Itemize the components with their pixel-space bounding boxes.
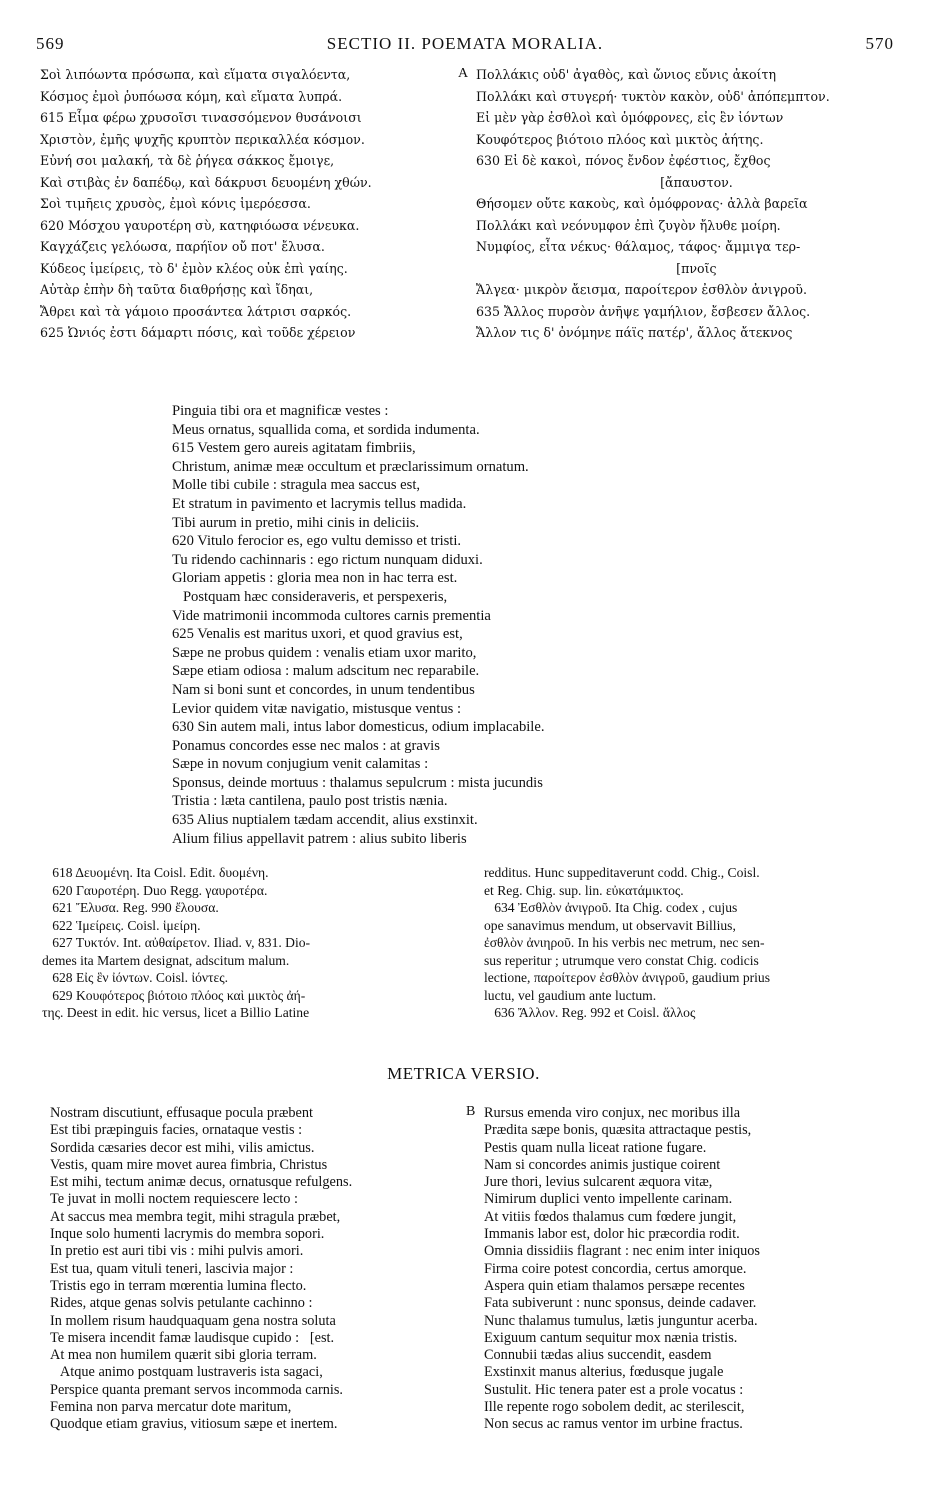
text-line: Femina non parva mercatur dote maritum, [50, 1399, 292, 1416]
text-line: Et stratum in pavimento et lacrymis tellus madida. [172, 495, 467, 512]
text-line: [ἄπαυστον. [476, 174, 733, 190]
text-line: της. Deest in edit. hic versus, licet a Billio Latine [42, 1005, 310, 1020]
text-line: Immanis labor est, dolor hic præcordia rodit. [484, 1226, 740, 1243]
text-line: 630 Sin autem mali, intus labor domesticus, odium implacabile. [172, 719, 545, 736]
greek-text-left-column [40, 64, 372, 344]
text-line: Sordida cæsaries decor est mihi, vilis amictus. [50, 1139, 315, 1156]
text-line: Pinguia tibi ora et magnificæ vestes : [172, 403, 389, 419]
latin-translation [172, 402, 545, 848]
text-line: Rursus emenda viro conjux, nec moribus illa [484, 1105, 741, 1121]
text-line: 615 Vestem gero aureis agitatam fimbriis, [172, 440, 416, 457]
text-line: Ille repente rogo sobolem dedit, ac sterilescit, [484, 1399, 745, 1416]
text-line: Καγχάζεις γελόωσα, παρήϊον οὔ ποτ' ἔλυσα. [40, 239, 325, 254]
text-line: redditus. Hunc suppeditaverunt codd. Chig., Coisl. [484, 865, 760, 880]
text-line: Firma coire potest concordia, certus amorque. [484, 1260, 747, 1277]
text-line: Tristis ego in terram mœrentia lumina flecto. [50, 1277, 307, 1294]
text-line: 620 Vitulo ferocior es, ego vultu demisso et tristi. [172, 533, 462, 550]
text-line: Nam si concordes animis justique coirent [484, 1156, 721, 1173]
text-line: Postquam hæc consideraveris, et perspexeris, [172, 588, 448, 605]
text-line: Ἄλγεα· μικρὸν ἄεισμα, παροίτερον ἐσθλὸν ἀνιγροῦ. [476, 282, 807, 297]
text-line: Pestis quam nulla liceat ratione fugare. [484, 1139, 707, 1156]
column-marker-b: B [466, 1104, 476, 1119]
text-line: Αὐτὰρ ἐπὴν δὴ ταῦτα διαθρήσῃς καὶ ἴδηαι, [40, 282, 314, 297]
text-line: Nunc thalamus tumulus, lætis junguntur acerba. [484, 1312, 758, 1329]
text-line: Aspera quin etiam thalamos persæpe recentes [484, 1277, 745, 1294]
text-line: Ἄθρει καὶ τὰ γάμοιο προσάντεα λάτρισι σαρκός. [40, 303, 352, 319]
text-line: In mollem risum haudquaquam gena nostra soluta [50, 1312, 336, 1329]
notes-left-column [42, 864, 310, 1022]
text-line: Meus ornatus, squallida coma, et sordida indumenta. [172, 421, 480, 438]
text-line: Jure thori, levius sulcarent æquora vitæ, [484, 1174, 713, 1191]
text-line: Te juvat in molli noctem requiescere lecto : [50, 1191, 298, 1208]
text-line: 620 Μόσχου γαυροτέρη σὺ, κατηφιόωσα νένευκα. [40, 217, 360, 233]
greek-text-right-column [476, 64, 830, 344]
text-line: 622 Ἱμείρεις. Coisl. ἱμείρη. [42, 917, 201, 933]
text-line: Molle tibi cubile : stragula mea saccus est, [172, 477, 421, 494]
text-line: Πολλάκι καὶ νεόνυμφον ἐπὶ ζυγὸν ἤλυθε μοίρη. [476, 217, 781, 233]
text-line: 635 Ἄλλος πυρσὸν ἀνῆψε γαμήλιον, ἔσβεσεν ἄλλος. [476, 303, 811, 319]
text-line: Omnia dissidiis flagrant : nec enim inter iniquos [484, 1243, 760, 1260]
text-line: Κύδεος ἱμείρεις, τὸ δ' ἐμὸν κλέος οὐκ ἐπὶ γαίης. [40, 260, 348, 276]
text-line: Ἄλλον τις δ' ὀνόμηνε πάϊς πατέρ', ἄλλος ἄτεκνος [476, 325, 793, 340]
text-line: Alium filius appellavit patrem : alius subito liberis [172, 830, 467, 847]
text-line: Ponamus concordes esse nec malos : at gravis [172, 737, 440, 754]
text-line: Connubii tædas alius succendit, easdem [484, 1347, 712, 1364]
text-line: Sæpe ne probus quidem : venalis etiam uxor marito, [172, 644, 477, 661]
text-line: Sustulit. Hic tenera pater est a prole vocatus : [484, 1381, 744, 1398]
text-line: [πνοῖς [476, 260, 717, 276]
right-page-number: 570 [865, 34, 894, 53]
notes-right-column [484, 864, 770, 1022]
text-line: At vitiis fœdos thalamus cum fœdere jungit, [484, 1208, 737, 1225]
text-line: Νυμφίος, εἶτα νέκυς· θάλαμος, τάφος· ἄμμιγα τερ- [476, 239, 801, 254]
text-line: At mea non humilem quærit sibi gloria terram. [50, 1347, 317, 1364]
text-line: Te misera incendit famæ laudisque cupido : [est. [50, 1329, 335, 1346]
text-line: 621 Ἔλυσα. Reg. 990 ἔλουσα. [42, 900, 219, 915]
left-page-number: 569 [36, 34, 65, 53]
text-line: 636 Ἄλλον. Reg. 992 et Coisl. ἄλλος [484, 1005, 696, 1020]
text-line: Est tibi præpinguis facies, ornataque vestis : [50, 1122, 303, 1139]
text-line: demes ita Martem designat, adscitum malum. [42, 952, 290, 968]
text-line: 620 Γαυροτέρη. Duo Regg. γαυροτέρα. [42, 882, 268, 898]
text-line: ἐσθλὸν ἀνιηροῦ. In his verbis nec metrum, nec sen- [484, 935, 765, 950]
running-title: SECTIO II. POEMATA MORALIA. [326, 34, 604, 53]
text-line: 635 Alius nuptialem tædam accendit, alius exstinxit. [172, 812, 478, 829]
text-line: Perspice quanta premant servos incommoda carnis. [50, 1381, 343, 1398]
text-line: et Reg. Chig. sup. lin. εὐκατάμικτος. [484, 882, 684, 898]
text-line: 628 Εἰς ἓν ἰόντων. Coisl. ἰόντες. [42, 970, 228, 985]
text-line: 630 Εἰ δὲ κακοὶ, πόνος ἔνδον ἐφέστιος, ἔχθος [476, 153, 771, 168]
text-line: Inque solo humenti lacrymis do membra sopori. [50, 1226, 325, 1243]
text-line: Rides, atque genas solvis petulante cachinno : [50, 1295, 313, 1312]
text-line: Levior quidem vitæ navigatio, mistusque ventus : [172, 700, 462, 717]
running-header [36, 34, 894, 56]
text-line: Καὶ στιβὰς ἐν δαπέδῳ, καὶ δάκρυσι δευομένη χθών. [40, 174, 372, 190]
text-line: Κόσμος ἐμοὶ ῥυπόωσα κόμη, καὶ εἵματα λυπρά. [40, 88, 343, 104]
text-line: Vide matrimonii incommoda cultores carnis prementia [172, 607, 491, 624]
text-line: At saccus mea membra tegit, mihi stragula præbet, [50, 1208, 341, 1225]
text-line: Εὐνή σοι μαλακή, τὰ δὲ ῥήγεα σάκκος ἔμοιγε, [40, 153, 335, 168]
text-line: luctu, vel gaudium ante luctum. [484, 987, 657, 1003]
text-line: Vestis, quam mire movet aurea fimbria, Christus [50, 1156, 328, 1173]
text-line: 615 Εἷμα φέρω χρυσοῖσι τινασσόμενον θυσάνοισι [40, 110, 362, 125]
text-line: Nostram discutiunt, effusaque pocula præbent [50, 1105, 313, 1121]
text-line: Exiguum cantum sequitur mox nænia tristis. [484, 1329, 738, 1346]
text-line: 629 Κουφότερος βιότοιο πλόος καὶ μικτὸς ἀή- [42, 987, 306, 1003]
text-line: Gloriam appetis : gloria mea non in hac terra est. [172, 570, 458, 587]
text-line: Σοὶ λιπόωντα πρόσωπα, καὶ εἵματα σιγαλόεντα, [40, 67, 351, 82]
text-line: 634 Ἐσθλὸν ἀνιγροῦ. Ita Chig. codex , cujus [484, 900, 738, 915]
text-line: Κουφότερος βιότοιο πλόος καὶ μικτὸς ἀήτης. [476, 131, 764, 147]
text-line: Χριστὸν, ἐμῆς ψυχῆς κρυπτὸν περικαλλέα κόσμον. [40, 131, 365, 147]
text-line: Σοὶ τιμῆεις χρυσὸς, ἐμοὶ κόνις ἱμερόεσσα. [40, 196, 311, 211]
text-line: Exstinxit manus alterius, fœdusque jugale [484, 1364, 724, 1381]
metrica-left-column [50, 1105, 352, 1434]
text-line: sus reperitur ; utrumque vero constat Chig. codicis [484, 952, 759, 968]
text-line: Quodque etiam gravius, vitiosum sæpe et inertem. [50, 1416, 338, 1433]
text-line: Θήσομεν οὔτε κακοὺς, καὶ ὁμόφρονας· ἀλλὰ βαρεῖα [476, 196, 808, 211]
column-marker-a: A [458, 66, 469, 81]
text-line: Nam si boni sunt et concordes, in unum tendentibus [172, 681, 475, 698]
text-line: Nimirum duplici vento impellente carinam. [484, 1191, 733, 1208]
text-line: Sæpe in novum conjugium venit calamitas : [172, 756, 429, 773]
text-line: Fata subiverunt : nunc sponsus, deinde cadaver. [484, 1295, 757, 1312]
text-line: 625 Ὠνιός ἐστι δάμαρτι πόσις, καὶ τοῦδε χέρειον [40, 325, 356, 340]
text-line: lectione, παροίτερον ἐσθλὸν ἀνιγροῦ, gaudium prius [484, 970, 771, 985]
text-line: In pretio est auri tibi vis : mihi pulvis amori. [50, 1243, 304, 1260]
metrica-right-column [484, 1105, 760, 1434]
text-line: Est tua, quam vituli teneri, lascivia major : [50, 1260, 294, 1277]
text-line: Non secus ac ramus ventor im urbine fractus. [484, 1416, 743, 1433]
text-line: Tristia : læta cantilena, paulo post tristis nænia. [172, 793, 448, 810]
text-line: Sponsus, deinde mortuus : thalamus sepulcrum : mista jucundis [172, 774, 543, 791]
text-line: Tibi aurum in pretio, mihi cinis in deliciis. [172, 514, 420, 531]
text-line: ope sanavimus mendum, ut observavit Billius, [484, 917, 736, 933]
section-title: METRICA VERSIO. [387, 1064, 540, 1083]
text-line: Atque animo postquam lustraveris ista sagaci, [50, 1364, 323, 1381]
text-line: Prædita sæpe bonis, quæsita attractaque pestis, [484, 1122, 752, 1139]
text-line: Christum, animæ meæ occultum et præclarissimum ornatum. [172, 458, 529, 475]
text-line: Πολλάκι καὶ στυγερή· τυκτὸν κακὸν, οὐδ' ἀπόπεμπτον. [476, 88, 830, 104]
text-line: 618 Δευομένη. Ita Coisl. Edit. δυομένη. [42, 865, 269, 880]
text-line: Πολλάκις οὐδ' ἀγαθὸς, καὶ ὤνιος εὔνις ἀκοίτη [476, 67, 776, 82]
text-line: Est mihi, tectum animæ decus, ornatusque refulgens. [50, 1174, 353, 1191]
text-line: Sæpe etiam odiosa : malum adscitum nec reparabile. [172, 663, 480, 680]
text-line: Εἰ μὲν γὰρ ἐσθλοὶ καὶ ὁμόφρονες, εἰς ἓν ἰόντων [476, 110, 784, 125]
text-line: 627 Τυκτόν. Int. αὐθαίρετον. Iliad. v, 831. Dio- [42, 935, 311, 950]
text-line: 625 Venalis est maritus uxori, et quod gravius est, [172, 626, 463, 643]
text-line: Tu ridendo cachinnaris : ego rictum nunquam diduxi. [172, 551, 483, 568]
